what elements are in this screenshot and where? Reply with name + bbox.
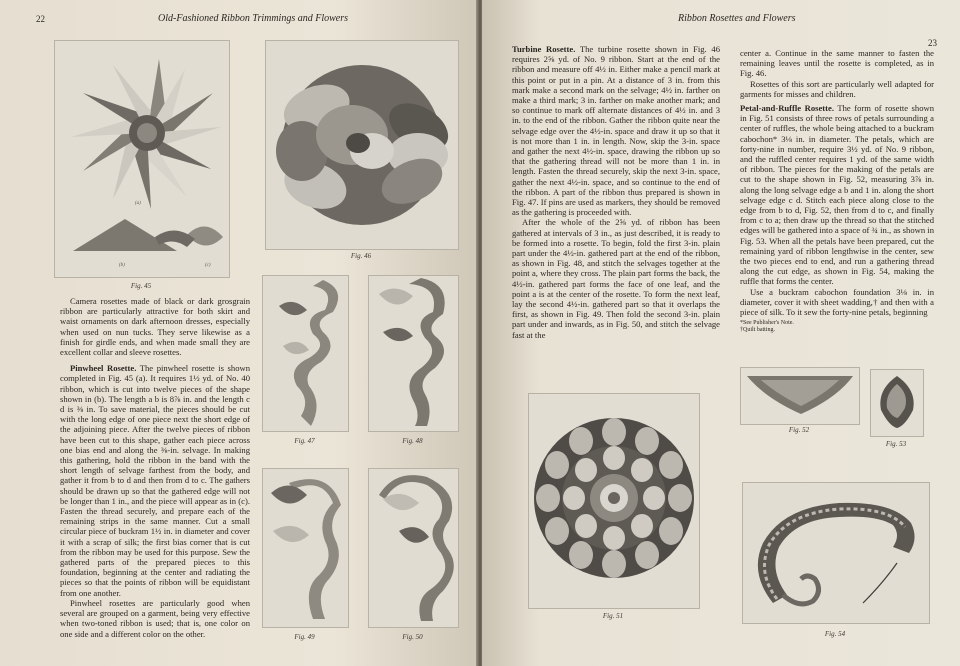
- fig48-plate: [368, 275, 459, 432]
- petal-cut-shape-illustration: [741, 368, 859, 424]
- turbine-paragraph: [512, 44, 720, 217]
- fig45b-label: (b): [119, 263, 125, 268]
- running-head-left: Old-Fashioned Ribbon Trimmings and Flowers: [158, 13, 349, 24]
- fig53-caption: Fig. 53: [885, 440, 907, 448]
- right-page: [482, 0, 960, 666]
- petal-heading: Petal-and-Ruffle Rosette.: [740, 103, 834, 114]
- fig47-caption: Fig. 47: [294, 437, 315, 445]
- pinwheel-paragraph: [60, 363, 250, 598]
- misses-children-paragraph: Rosettes of this sort are particularly well adapted for garments for misses and children.: [740, 78, 934, 99]
- turbine-continued: center a. Continue in the same manner to fasten the remaining leaves until the rosette is completed, as in Fig. 46.: [740, 48, 934, 79]
- fig53-plate: [870, 369, 924, 437]
- page-number-right: 23: [928, 38, 937, 48]
- pinwheel-heading: Pinwheel Rosette.: [70, 363, 137, 374]
- fig49-plate: [262, 468, 349, 628]
- fig52-caption: Fig. 52: [788, 426, 810, 434]
- camera-rosette-paragraph: Camera rosettes made of black or dark grosgrain ribbon are particularly attractive for both skirt and waist ornaments on dark afternoon dresses, especially when used on nun tucks. They serve likewise as a finish for girdle ends, and when made small they are excellent collar and sleeve rosettes.: [60, 296, 250, 358]
- petal-paragraph-2: Use a buckram cabochon foundation 3⅛ in. in diameter, cover it with sheet wadding,† and then with a piece of silk. To it sew the forty-nine petals, beginning: [740, 286, 934, 318]
- folded-ribbon-illustration: [369, 276, 458, 431]
- right-text-column-1: [512, 44, 720, 340]
- petal-ruffle-rosette-image: [534, 418, 694, 578]
- fig54-plate: [742, 482, 930, 624]
- left-page: [0, 0, 478, 666]
- fig45-caption: Fig. 45: [130, 282, 152, 290]
- petal-text: The form of rosette shown in Fig. 51 consists of three rows of petals surrounding a center of ruffles, the whole being attached to a buckram cabochon* 3⅛ in. in diameter. The petals, which are forty-nine in number, require 3½ yd. of No. 9 ribbon, and the ruffled center requires 1 yd. of the same width of ribbon. The pieces for the making of the petals are cut to the shape shown in Fig. 52, measuring 3⅞ in. along the long selvage edge a b and 1 in. along the short selvage edge c d. Stitch each piece along close to the edge from b to d, Fig. 52, then from d to c, and finally from c to a; then draw up the thread so that the stitched edges will be gathered into a space of ¾ in., as shown in Fig. 53. When all the petals have been prepared, cut the remaining yard of ribbon lengthwise in the center, sew the two pieces end to end, and run a gathering thread along the cut edge, as shown in Fig. 54, making the ruffle that forms the center.: [740, 103, 934, 287]
- turbine-paragraph-2: After the whole of the 2⅝ yd. of ribbon has been gathered at intervals of 3 in., as just described, it is ready to be formed into a rosette. To begin, fold the first 3-in. plain part under the 4½-in. gathered part at the end of the ribbon, as shown in Fig. 48, and stitch the selvages together at the point a, where they cross. The plain part forms the back, the 4½-in. gathered part forms the face of one leaf, and the point a is at the center of the rosette. To form the next leaf, lay the second 4½-in. gathered part so that it overlaps the first, as shown in Fig. 49. Then fold the second 3-in. plain part under and inwards, as in Fig. 50, and stitch the selvage fast at the: [512, 217, 720, 340]
- pinwheel-text: The pinwheel rosette is shown completed in Fig. 45 (a). It requires 1½ yd. of No. 40 ribbon, which is cut into twelve pieces of the shape shown in (b). The length a b is 8⅞ in. and the length c d is ⅜ in. To save material, the pieces should be cut with the long edge of one piece next the short edge of the adjoining piece. After the twelve pieces of ribbon have been cut to this shape, gather each piece across one bias end and along the ⅜-in. selvage. In making this gathering, hold the ribbon in the band with the short length of selvage farthest from the body, and gather it from b to d and then from d to c. The gathers should be drawn up so that the gathered edge will not be longer than 1 in., and the piece will appear as in (c). Fasten the thread securely, and prepare each of the remaining strips in the same manner. Cut a small circular piece of buckram 1½ in. in diameter and cover it with a scrap of silk; the first bias corner that is cut from the ribbon may be used for this purpose. Sew the gathered parts of the prepared pieces to this foundation, beginning at the center and radiating the pieces so that the points of ribbon will be equidistant from one another.: [60, 363, 250, 598]
- fig50-caption: Fig. 50: [402, 633, 423, 641]
- gathered-ribbon-strip-illustration: [263, 276, 348, 431]
- page-number-left: 22: [36, 14, 45, 24]
- ruffled-center-illustration: [743, 483, 929, 623]
- fig45a-label: (a): [135, 201, 141, 206]
- turbine-rosette-illustration: [266, 41, 458, 249]
- folded-leaf-illustration: [369, 469, 458, 627]
- fig49-caption: Fig. 49: [294, 633, 315, 641]
- fig46-plate: [265, 40, 459, 250]
- right-text-column-2: [740, 48, 934, 334]
- turbine-heading: Turbine Rosette.: [512, 44, 576, 54]
- fig51-plate: [528, 393, 700, 609]
- running-head-right: Ribbon Rosettes and Flowers: [678, 13, 796, 24]
- footnote-publishers-note: *See Publisher's Note.: [740, 320, 794, 327]
- pinwheel-rosette-illustration: [55, 41, 229, 277]
- fig45c-label: (c): [205, 263, 211, 268]
- left-text-column: [60, 296, 250, 639]
- gathered-petal-illustration: [871, 370, 923, 436]
- fig50-plate: [368, 468, 459, 628]
- fig48-caption: Fig. 48: [402, 437, 423, 445]
- overlapping-leaf-illustration: [263, 469, 348, 627]
- fig47-plate: [262, 275, 349, 432]
- fig46-caption: Fig. 46: [350, 252, 372, 260]
- petal-paragraph: [740, 103, 934, 287]
- footnote-quilt-batting: †Quilt batting.: [740, 327, 775, 334]
- pinwheel-paragraph-2: Pinwheel rosettes are particularly good when several are grouped on a garment, being very effective when two-toned ribbon is used; that is, one color on one side and a different color on the other.: [60, 597, 250, 639]
- fig51-caption: Fig. 51: [602, 612, 624, 620]
- turbine-text: The turbine rosette shown in Fig. 46 requires 2⅝ yd. of No. 9 ribbon. Start at the end of the ribbon and measure off 4½ in. Either make a pencil mark at this point or put in a pin. At a distance of 3 in. from this mark make a second mark on the selvage; 4½ in. farther on make a third mark; 3 in. farther on make another mark; and so continue to mark off alternate distances of 4½ in. and 3 in. to the end of the ribbon. Gather the ribbon quite near the selvage edge over the 4½-in. space and draw it up so that it is not more than 1 in. in length. Now, skip the 3-in. space and gather the next 4½-in. space, drawing the ribbon up so that the gathering thread will not be more than 1 in. in length. Fasten the thread securely, skip the next 3-in. space, gather the next 4½-in. space, and so continue to the end of the ribbon. A part of the ribbon thus prepared is shown in Fig. 47. If pins are used as markers, they should be removed as the gathering is proceeded with.: [512, 44, 720, 218]
- petal-ruffle-rosette-illustration: [529, 394, 699, 608]
- fig54-caption: Fig. 54: [824, 630, 846, 638]
- fig52-plate: [740, 367, 860, 425]
- fig45-plate: [54, 40, 230, 278]
